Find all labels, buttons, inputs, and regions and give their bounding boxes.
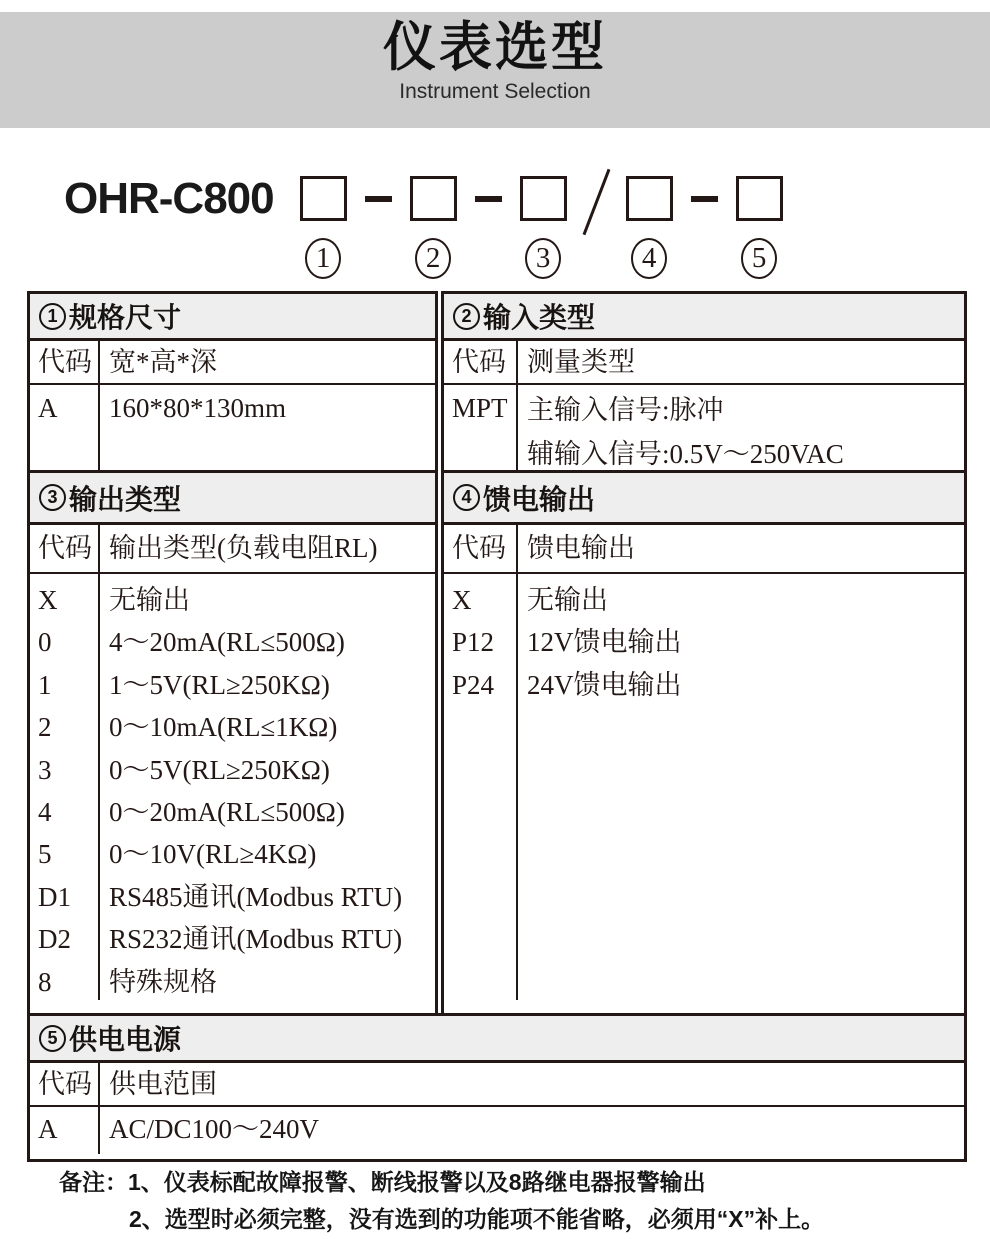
- model-prefix: OHR-C800: [64, 174, 274, 223]
- section3-data-rows: [30, 574, 435, 1000]
- table-cell: 0～10V(RL≥4KΩ): [109, 839, 317, 870]
- section3-code-header: 代码: [30, 525, 100, 572]
- section2-column-headers: [444, 341, 964, 385]
- section4-data-rows: [444, 574, 964, 1000]
- section1-circled-number: [39, 303, 66, 330]
- circled-number-1: [305, 238, 341, 279]
- section4-codes: [444, 574, 518, 1000]
- section4-circled-number: [453, 484, 480, 511]
- table-cell: 0: [38, 627, 52, 658]
- section5-circled-number: [39, 1025, 66, 1052]
- model-position-5: [736, 176, 783, 279]
- table-right-half: [441, 291, 967, 1016]
- section3-header: [30, 473, 435, 525]
- section4-header: [444, 473, 964, 525]
- remark-line-2: 2、选型时必须完整，没有选到的功能项不能省略，必须用“X”补上。: [129, 1206, 825, 1232]
- section2-desc-header: 测量类型: [527, 347, 635, 377]
- section4-column-headers: [444, 525, 964, 574]
- section2-code-header: 代码: [444, 341, 518, 383]
- model-position-4: [626, 176, 673, 279]
- table-cell: 主输入信号:脉冲: [527, 395, 724, 425]
- section4-number: 4: [461, 487, 472, 507]
- table-cell: X: [38, 585, 58, 615]
- model-box-3: [520, 176, 567, 221]
- section1-header: [30, 294, 435, 341]
- table-cell: 12V馈电输出: [527, 627, 682, 658]
- section1-row-desc: 160*80*130mm: [109, 393, 287, 423]
- circled-number-1-label: 1: [315, 242, 331, 274]
- table-cell: 1: [38, 669, 52, 700]
- table-cell: D2: [38, 924, 71, 955]
- model-box-1: [300, 176, 347, 221]
- section5-row-code: A: [30, 1107, 100, 1154]
- table-cell: 2: [38, 712, 52, 743]
- circled-number-5-label: 5: [751, 242, 767, 274]
- section3-title: 输出类型: [69, 483, 182, 515]
- section1-number: 1: [47, 305, 58, 326]
- section2-number: 2: [461, 305, 472, 326]
- section2-row-desc: [518, 385, 964, 470]
- section3-codes: [30, 574, 100, 1000]
- model-ordering-code: [64, 176, 783, 279]
- section4-desc-header: 馈电输出: [527, 533, 635, 563]
- table-cell: 0～10mA(RL≤1KΩ): [109, 712, 338, 743]
- table-cell: RS485通讯(Modbus RTU): [109, 881, 403, 912]
- section1-desc-header: 宽*高*深: [109, 347, 217, 377]
- table-left-half: [27, 291, 438, 1016]
- selection-tables: [27, 291, 967, 1162]
- circled-number-3-label: 3: [535, 242, 551, 274]
- circled-number-5: [741, 238, 777, 279]
- circled-number-2-label: 2: [425, 242, 441, 274]
- section5-header: [30, 1016, 964, 1063]
- separator-slash: [582, 169, 610, 235]
- section5-row-desc: AC/DC100～240V: [109, 1114, 320, 1144]
- section5-column-headers: [30, 1063, 964, 1107]
- circled-number-3: [525, 238, 561, 279]
- table-cell: 4～20mA(RL≤500Ω): [109, 627, 345, 658]
- section4-title: 馈电输出: [483, 483, 596, 515]
- separator-dash-1: [365, 196, 392, 202]
- section3-number: 3: [47, 487, 58, 507]
- section2-circled-number: [453, 303, 480, 330]
- section3-column-headers: [30, 525, 435, 574]
- separator-dash-3: [691, 196, 718, 202]
- remark-label: 备注：: [59, 1169, 128, 1195]
- section4-code-header: 代码: [444, 525, 518, 572]
- table-cell: 无输出: [527, 585, 608, 615]
- remark-line-1: [59, 1168, 969, 1196]
- section3-circled-number: [39, 484, 66, 511]
- table-cell: 24V馈电输出: [527, 669, 682, 700]
- section5-desc-header: 供电范围: [109, 1069, 217, 1099]
- section5-code-header: 代码: [30, 1063, 100, 1105]
- table-cell: P24: [452, 669, 495, 700]
- page-title: 仪表选型: [383, 18, 607, 77]
- table-cell: 1～5V(RL≥250KΩ): [109, 669, 330, 700]
- model-position-2: [410, 176, 457, 279]
- section2-header: [444, 294, 964, 341]
- table-cell: 0～5V(RL≥250KΩ): [109, 754, 330, 785]
- table-cell: 0～20mA(RL≤500Ω): [109, 797, 345, 828]
- section5-number: 5: [47, 1027, 58, 1048]
- table-cell: 4: [38, 797, 52, 828]
- section1-title: 规格尺寸: [69, 302, 182, 333]
- section2-row-code: MPT: [444, 385, 518, 470]
- table-cell: RS232通讯(Modbus RTU): [109, 924, 403, 955]
- table-cell: P12: [452, 627, 495, 658]
- section5-title: 供电电源: [69, 1024, 182, 1055]
- table-cell: 3: [38, 754, 52, 785]
- section1-code-header: 代码: [30, 341, 100, 383]
- circled-number-2: [415, 238, 451, 279]
- section1-row-code: A: [30, 385, 100, 470]
- section2-title: 输入类型: [483, 302, 596, 333]
- table-cell: 8: [38, 966, 52, 997]
- page-header: [0, 12, 990, 128]
- table-cell: 无输出: [109, 585, 190, 615]
- section3-desc-header: 输出类型(负载电阻RL): [109, 533, 378, 563]
- table-cell: D1: [38, 881, 71, 912]
- table-cell: 5: [38, 839, 52, 870]
- section1-column-headers: [30, 341, 435, 385]
- table-cell: X: [452, 585, 472, 615]
- table-cell: 特殊规格: [109, 966, 217, 997]
- model-box-4: [626, 176, 673, 221]
- model-box-5: [736, 176, 783, 221]
- table-cell: 辅输入信号:0.5V～250VAC: [527, 439, 844, 469]
- model-position-1: [300, 176, 347, 279]
- model-position-3: [520, 176, 567, 279]
- remarks: [59, 1168, 969, 1233]
- circled-number-4-label: 4: [641, 242, 657, 274]
- page-subtitle: Instrument Selection: [399, 80, 591, 103]
- section5-data-row: [30, 1107, 964, 1154]
- section2-data-row: [444, 385, 964, 473]
- separator-dash-2: [475, 196, 502, 202]
- remark-text-1: 1、仪表标配故障报警、断线报警以及8路继电器报警输出: [128, 1169, 706, 1195]
- section1-data-row: [30, 385, 435, 473]
- section4-descs: [518, 574, 964, 1000]
- section3-descs: [100, 574, 435, 1000]
- model-box-2: [410, 176, 457, 221]
- section5-block: [27, 1013, 967, 1162]
- circled-number-4: [631, 238, 667, 279]
